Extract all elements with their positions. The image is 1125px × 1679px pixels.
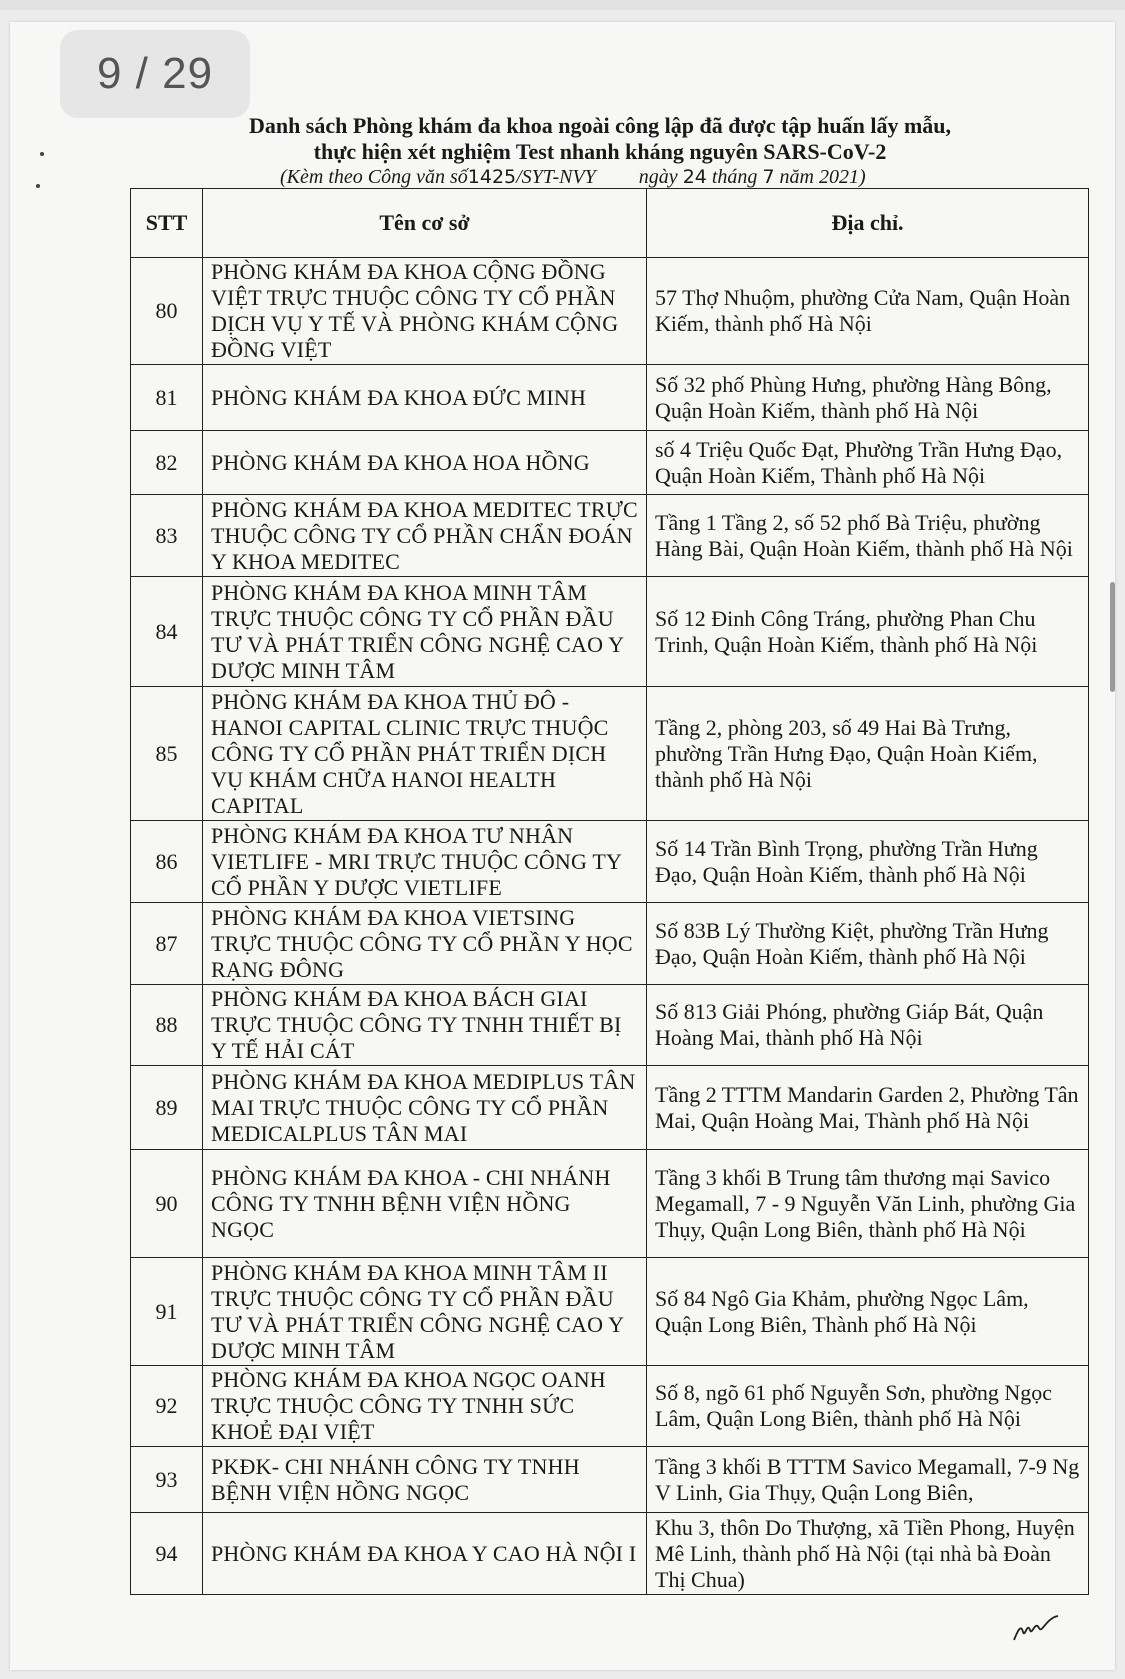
table-row: [131, 431, 1089, 495]
scan-speck: [40, 152, 44, 156]
row-address: Tầng 3 khối B TTTM Savico Megamall, 7-9 Ng V Linh, Gia Thụy, Quận Long Biên,: [647, 1447, 1089, 1513]
table-row: [131, 1447, 1089, 1513]
row-stt: 80: [131, 258, 203, 365]
handwritten-day: 24: [682, 166, 707, 188]
table-row: [131, 687, 1089, 821]
row-stt: 84: [131, 577, 203, 687]
subtitle-prefix: (Kèm theo Công văn số: [280, 166, 468, 188]
row-name: PHÒNG KHÁM ĐA KHOA HOA HỒNG: [203, 431, 647, 495]
row-stt: 94: [131, 1513, 203, 1595]
row-name: PHÒNG KHÁM ĐA KHOA MINH TÂM II TRỰC THUỘC CÔNG TY CỔ PHẦN ĐẦU TƯ VÀ PHÁT TRIỂN CÔNG NGHỆ CAO Y DƯỢC MINH TÂM: [203, 1258, 647, 1366]
row-address: Số 813 Giải Phóng, phường Giáp Bát, Quận Hoàng Mai, thành phố Hà Nội: [647, 985, 1089, 1066]
row-address: Tầng 2, phòng 203, số 49 Hai Bà Trưng, phường Trần Hưng Đạo, Quận Hoàn Kiếm, thành phố Hà Nội: [647, 687, 1089, 821]
row-name: PHÒNG KHÁM ĐA KHOA CỘNG ĐỒNG VIỆT TRỰC THUỘC CÔNG TY CỔ PHẦN DỊCH VỤ Y TẾ VÀ PHÒNG KHÁM CỘNG ĐỒNG VIỆT: [203, 258, 647, 365]
subtitle-day-label: ngày: [638, 166, 678, 188]
viewer-scrollbar[interactable]: [1110, 582, 1115, 692]
table-row: [131, 821, 1089, 903]
row-address: Tầng 3 khối B Trung tâm thương mại Savico Megamall, 7 - 9 Nguyễn Văn Linh, phường Gia Thụy, Quận Long Biên, thành phố Hà Nội: [647, 1150, 1089, 1258]
row-stt: 88: [131, 985, 203, 1066]
clinic-table: [130, 188, 1089, 1595]
row-address: Khu 3, thôn Do Thượng, xã Tiền Phong, Huyện Mê Linh, thành phố Hà Nội (tại nhà bà Đoàn Thị Chua): [647, 1513, 1089, 1595]
row-address: số 4 Triệu Quốc Đạt, Phường Trần Hưng Đạo, Quận Hoàn Kiếm, Thành phố Hà Nội: [647, 431, 1089, 495]
header-stt: STT: [131, 189, 203, 258]
row-address: Số 32 phố Phùng Hưng, phường Hàng Bông, Quận Hoàn Kiếm, thành phố Hà Nội: [647, 365, 1089, 431]
header-address: Địa chỉ.: [647, 189, 1089, 258]
row-address: Số 14 Trần Bình Trọng, phường Trần Hưng Đạo, Quận Hoàn Kiếm, thành phố Hà Nội: [647, 821, 1089, 903]
row-stt: 82: [131, 431, 203, 495]
row-name: PHÒNG KHÁM ĐA KHOA NGỌC OANH TRỰC THUỘC CÔNG TY TNHH SỨC KHOẺ ĐẠI VIỆT: [203, 1366, 647, 1447]
row-address: Số 83B Lý Thường Kiệt, phường Trần Hưng Đạo, Quận Hoàn Kiếm, thành phố Hà Nội: [647, 903, 1089, 985]
row-stt: 92: [131, 1366, 203, 1447]
page-counter: 9 / 29: [60, 30, 250, 118]
handwritten-month: 7: [762, 166, 775, 188]
title-line-2: thực hiện xét nghiệm Test nhanh kháng nguyên SARS-CoV-2: [313, 139, 887, 164]
table-row: [131, 1366, 1089, 1447]
signature-mark: [1012, 1610, 1060, 1646]
row-stt: 93: [131, 1447, 203, 1513]
row-name: PHÒNG KHÁM ĐA KHOA MINH TÂM TRỰC THUỘC CÔNG TY CỔ PHẦN ĐẦU TƯ VÀ PHÁT TRIỂN CÔNG NGHỆ CAO Y DƯỢC MINH TÂM: [203, 577, 647, 687]
title-line-1: Danh sách Phòng khám đa khoa ngoài công lập đã được tập huấn lấy mẫu,: [248, 113, 952, 138]
table-row: [131, 1150, 1089, 1258]
table-row: [131, 1513, 1089, 1595]
document-title: [150, 113, 1050, 165]
row-stt: 85: [131, 687, 203, 821]
row-name: PHÒNG KHÁM ĐA KHOA THỦ ĐÔ - HANOI CAPITAL CLINIC TRỰC THUỘC CÔNG TY CỔ PHẦN PHÁT TRIỂN DỊCH VỤ KHÁM CHỮA HANOI HEALTH CAPITAL: [203, 687, 647, 821]
row-stt: 91: [131, 1258, 203, 1366]
row-address: Số 84 Ngô Gia Khảm, phường Ngọc Lâm, Quận Long Biên, Thành phố Hà Nội: [647, 1258, 1089, 1366]
table-row: [131, 1258, 1089, 1366]
row-stt: 89: [131, 1066, 203, 1150]
table-row: [131, 495, 1089, 577]
row-name: PHÒNG KHÁM ĐA KHOA BÁCH GIAI TRỰC THUỘC CÔNG TY TNHH THIẾT BỊ Y TẾ HẢI CÁT: [203, 985, 647, 1066]
table-row: [131, 258, 1089, 365]
row-address: Số 12 Đinh Công Tráng, phường Phan Chu Trinh, Quận Hoàn Kiếm, thành phố Hà Nội: [647, 577, 1089, 687]
row-name: PHÒNG KHÁM ĐA KHOA MEDIPLUS TÂN MAI TRỰC THUỘC CÔNG TY CỔ PHẦN MEDICALPLUS TÂN MAI: [203, 1066, 647, 1150]
row-name: PHÒNG KHÁM ĐA KHOA - CHI NHÁNH CÔNG TY TNHH BỆNH VIỆN HỒNG NGỌC: [203, 1150, 647, 1258]
row-address: 57 Thợ Nhuộm, phường Cửa Nam, Quận Hoàn Kiếm, thành phố Hà Nội: [647, 258, 1089, 365]
row-name: PHÒNG KHÁM ĐA KHOA ĐỨC MINH: [203, 365, 647, 431]
handwritten-number: 1425: [467, 166, 517, 188]
row-stt: 81: [131, 365, 203, 431]
row-stt: 87: [131, 903, 203, 985]
document-subtitle: [280, 166, 1040, 189]
row-address: Số 8, ngõ 61 phố Nguyễn Sơn, phường Ngọc Lâm, Quận Long Biên, thành phố Hà Nội: [647, 1366, 1089, 1447]
header-name: Tên cơ sở: [203, 189, 647, 258]
table-header-row: [131, 189, 1089, 258]
row-stt: 86: [131, 821, 203, 903]
row-stt: 90: [131, 1150, 203, 1258]
viewer-top-strip: [0, 0, 1125, 10]
table-row: [131, 577, 1089, 687]
table-row: [131, 985, 1089, 1066]
row-name: PHÒNG KHÁM ĐA KHOA VIETSING TRỰC THUỘC CÔNG TY CỔ PHẦN Y HỌC RẠNG ĐÔNG: [203, 903, 647, 985]
subtitle-month-label: tháng: [711, 166, 758, 188]
table-row: [131, 903, 1089, 985]
row-name: PHÒNG KHÁM ĐA KHOA TƯ NHÂN VIETLIFE - MRI TRỰC THUỘC CÔNG TY CỔ PHẦN Y DƯỢC VIETLIFE: [203, 821, 647, 903]
table-row: [131, 1066, 1089, 1150]
subtitle-code: /SYT-NVY: [516, 166, 596, 188]
row-name: PHÒNG KHÁM ĐA KHOA MEDITEC TRỰC THUỘC CÔNG TY CỔ PHẦN CHẨN ĐOÁN Y KHOA MEDITEC: [203, 495, 647, 577]
table-row: [131, 365, 1089, 431]
row-stt: 83: [131, 495, 203, 577]
row-address: Tầng 1 Tầng 2, số 52 phố Bà Triệu, phường Hàng Bài, Quận Hoàn Kiếm, thành phố Hà Nội: [647, 495, 1089, 577]
subtitle-year: năm 2021): [779, 166, 866, 188]
row-name: PKĐK- CHI NHÁNH CÔNG TY TNHH BỆNH VIỆN HỒNG NGỌC: [203, 1447, 647, 1513]
row-name: PHÒNG KHÁM ĐA KHOA Y CAO HÀ NỘI I: [203, 1513, 647, 1595]
scan-speck: [36, 184, 40, 188]
row-address: Tầng 2 TTTM Mandarin Garden 2, Phường Tân Mai, Quận Hoàng Mai, Thành phố Hà Nội: [647, 1066, 1089, 1150]
